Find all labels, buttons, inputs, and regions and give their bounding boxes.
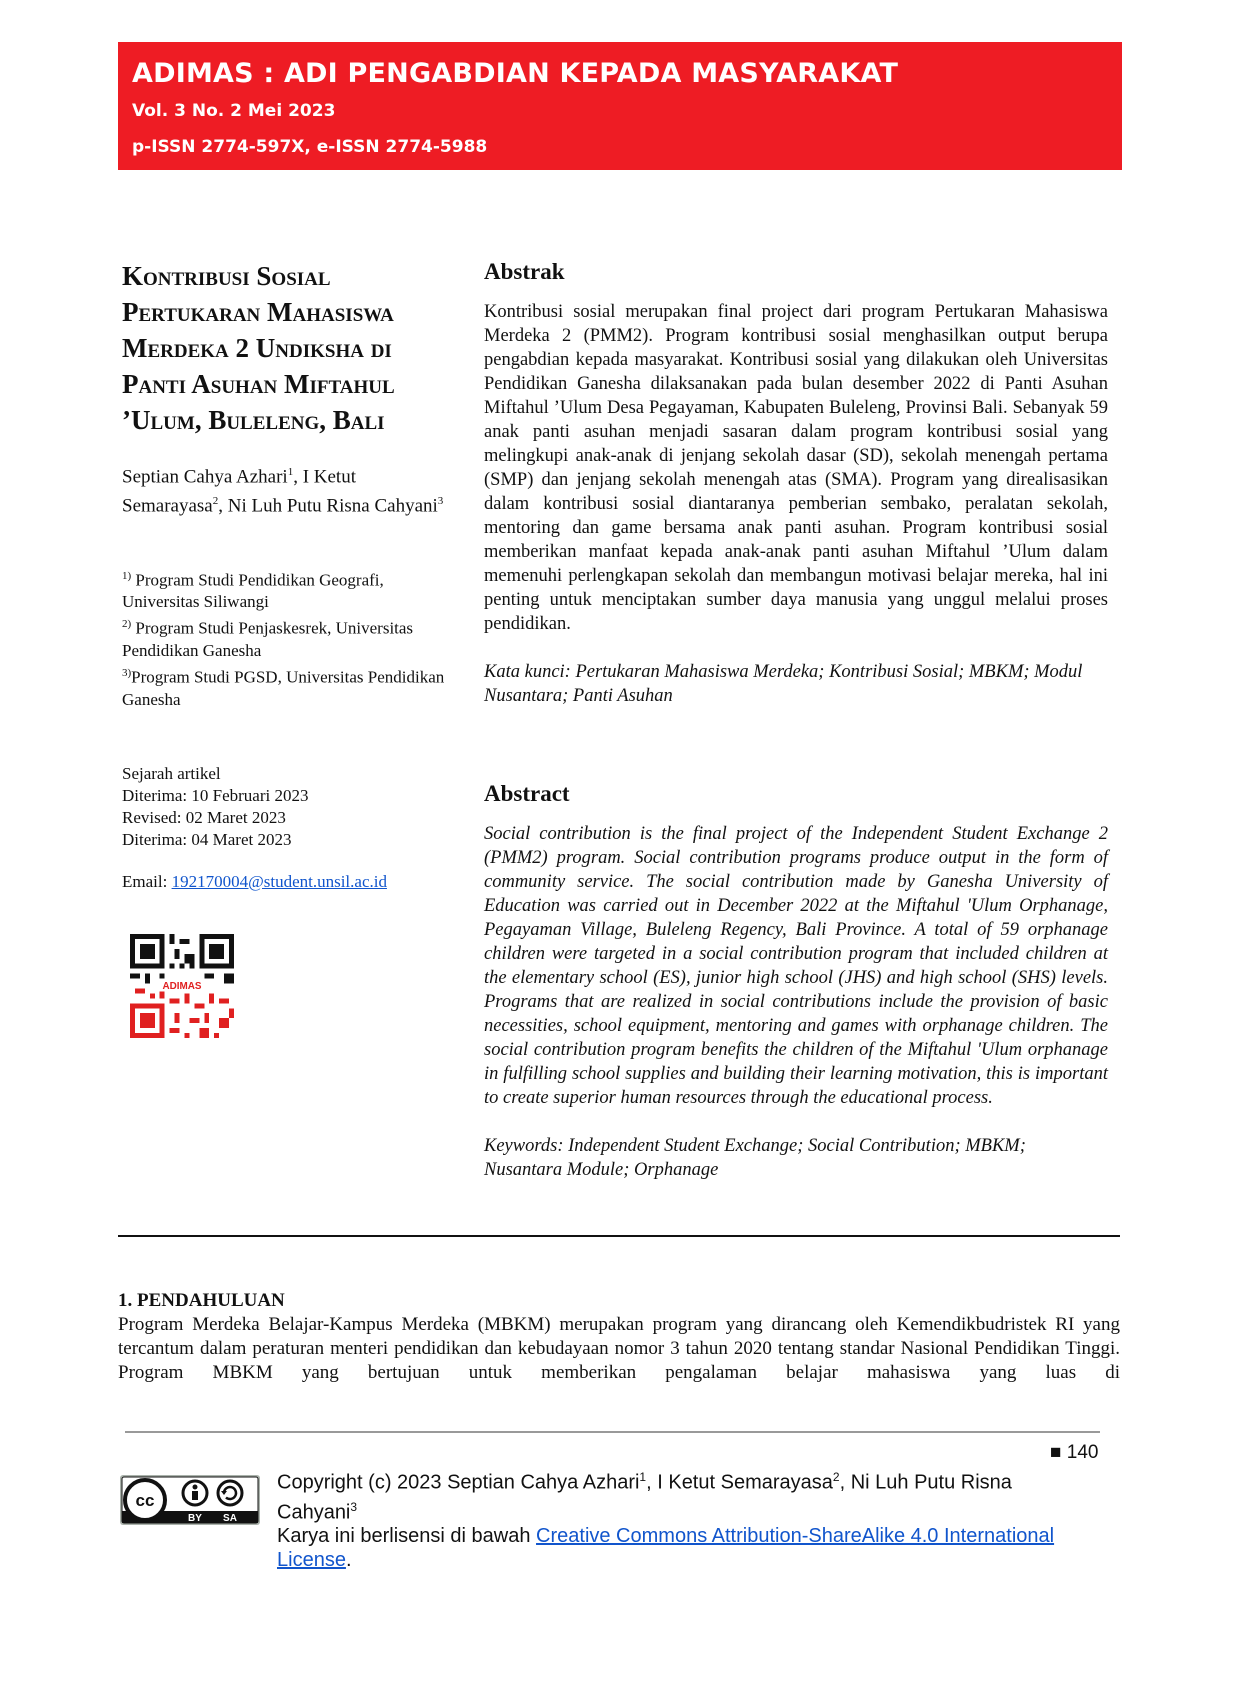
abstract-body: Social contribution is the final project of the Independent Student Exchange 2 (PMM2) program. Social contribution programs produce output in the form of community service. The social contribution made by Ganesha University of Education was carried out in December 2022 at the Miftahul 'Ulum Orphanage, Pegayaman Village, Buleleng Regency, Bali Province. A total of 59 orphanage children were targeted in a social contribution program that included children at the elementary school (ES), junior high school (JHS) and high school (SHS) levels. Programs that are realized in social contributions include the provision of basic necessities, school equipment, mentoring and games with orphanage children. The social contribution program benefits the children of the Miftahul 'Ulum orphanage in fulfilling school supplies and building their learning motivation, this is important to create superior human resources through the educational process. <box>484 824 1108 1108</box>
license-end: . <box>345 1549 352 1572</box>
section-heading: 1. PENDAHULUAN <box>118 1290 285 1311</box>
author-sup: 1 <box>287 466 294 478</box>
license-text: Karya ini berlisensi di bawah <box>277 1525 537 1548</box>
journal-banner <box>118 42 1122 170</box>
author-sup: 3 <box>437 495 444 508</box>
article-history <box>122 763 452 851</box>
author-name: Ni Luh Putu Risna Cahyani <box>227 495 438 517</box>
article-info-column <box>122 258 452 893</box>
affiliation-text: Program Studi Pendidikan Geografi, Universitas Siliwangi <box>122 570 384 612</box>
copyright-prefix: Copyright (c) 2023 <box>277 1471 448 1494</box>
section-divider <box>118 1235 1120 1237</box>
journal-volume: Vol. 3 No. 2 Mei 2023 <box>132 101 336 121</box>
affiliation-item <box>122 565 452 614</box>
page-number: ■ 140 <box>1050 1442 1099 1463</box>
author-name: I Ketut Semarayasa <box>122 466 356 517</box>
received-date: Diterima: 10 Februari 2023 <box>122 785 309 805</box>
email-line <box>122 871 452 893</box>
cc-by-label: BY <box>188 1513 202 1524</box>
copyright-sep: , <box>646 1471 658 1494</box>
copyright-sup: 2 <box>832 1470 840 1484</box>
copyright-sup: 1 <box>639 1470 647 1484</box>
affiliation-sup: 3) <box>122 666 132 679</box>
copyright-sep: , <box>839 1471 851 1494</box>
accepted-date: Diterima: 04 Maret 2023 <box>122 829 292 849</box>
copyright-sup: 3 <box>350 1499 358 1514</box>
qr-caption: ADIMAS <box>162 980 202 992</box>
affiliation-item <box>122 662 452 711</box>
author-list <box>122 460 452 519</box>
abstrak-section <box>484 258 1108 708</box>
revised-date: Revised: 02 Maret 2023 <box>122 807 286 827</box>
sa-icon <box>218 1481 242 1505</box>
history-label: Sejarah artikel <box>122 763 221 783</box>
journal-issn: p-ISSN 2774-597X, e-ISSN 2774-5988 <box>132 137 488 157</box>
author-sup: 2 <box>212 495 219 508</box>
copyright-author: I Ketut Semarayasa <box>657 1471 833 1494</box>
email-label: Email: <box>122 871 172 891</box>
cc-sa-label: SA <box>223 1513 237 1524</box>
copyright-author: Septian Cahya Azhari <box>447 1471 640 1494</box>
affiliation-item <box>122 613 452 662</box>
author-name: Septian Cahya Azhari <box>122 466 288 488</box>
affiliation-sup: 2) <box>122 618 132 631</box>
qr-code <box>130 934 234 1038</box>
email-link[interactable]: 192170004@student.unsil.ac.id <box>171 871 387 891</box>
affiliation-sup: 1) <box>122 569 132 582</box>
affiliation-text: Program Studi Penjaskesrek, Universitas Pendidikan Ganesha <box>122 618 414 660</box>
footer-divider <box>125 1431 1100 1433</box>
affiliation-text: Program Studi PGSD, Universitas Pendidikan Ganesha <box>122 667 445 709</box>
abstract-keywords: Keywords: Independent Student Exchange; Social Contribution; MBKM; Nusantara Module; Orphanage <box>484 1136 1026 1180</box>
section-body: Program Merdeka Belajar-Kampus Merdeka (MBKM) merupakan program yang dirancang oleh Kemendikbudristek RI yang tercantum dalam peraturan menteri pendidikan dan kebudayaan nomor 3 tahun 2020 tentang standar Nasional Pendidikan Tinggi. Program MBKM yang bertujuan untuk memberikan pengalaman belajar mahasiswa yang luas di <box>118 1314 1120 1383</box>
abstract-heading: Abstract <box>484 781 570 806</box>
abstrak-body: Kontribusi sosial merupakan final project dari program Pertukaran Mahasiswa Merdeka 2 (PMM2). Program kontribusi sosial menghasilkan output berupa pengabdian kepada masyarakat. Kontribusi sosial yang dilakukan oleh Universitas Pendidikan Ganesha dilaksanakan pada bulan desember 2022 di Panti Asuhan Miftahul ’Ulum Desa Pegayaman, Kabupaten Buleleng, Provinsi Bali. Sebanyak 59 anak panti asuhan menjadi sasaran dalam program kontribusi sosial yang melingkupi anak-anak di jenjang sekolah dasar (SD), sekolah menengah pertama (SMP) dan jenjang sekolah menengah atas (SMA). Program yang direalisasikan dalam kontribusi sosial diantaranya pemberian sembako, peralatan sekolah, mentoring dan game bersama anak panti asuhan. Program kontribusi sosial memberikan manfaat kepada anak-anak panti asuhan Miftahul ’Ulum dalam memenuhi perlengkapan sekolah dan membangun motivasi belajar mereka, hal ini penting untuk menciptakan sumber daya manusia yang unggul melalui proses pendidikan. <box>484 302 1108 634</box>
author-sep: , <box>293 466 303 488</box>
license-line <box>277 1524 1097 1572</box>
copyright-notice <box>277 1465 1097 1572</box>
paper-title: Kontribusi Sosial Pertukaran Mahasiswa Merdeka 2 Undiksha di Panti Asuhan Miftahul ’Ulum, Buleleng, Bali <box>122 261 395 435</box>
cc-by-sa-badge[interactable] <box>120 1475 260 1525</box>
license-link[interactable]: Creative Commons Attribution-ShareAlike 4.0 International License <box>277 1525 1055 1572</box>
svg-text:cc: cc <box>135 1491 155 1510</box>
abstract-section <box>484 780 1108 1182</box>
journal-title: ADIMAS : ADI PENGABDIAN KEPADA MASYARAKAT <box>132 58 899 89</box>
abstrak-heading: Abstrak <box>484 259 565 284</box>
abstrak-keywords: Kata kunci: Pertukaran Mahasiswa Merdeka; Kontribusi Sosial; MBKM; Modul Nusantara; Panti Asuhan <box>484 662 1083 706</box>
affiliation-list <box>122 565 452 711</box>
author-sep: , <box>218 495 228 517</box>
copyright-line <box>277 1465 1097 1524</box>
copyright-author: Ni Luh Putu Risna Cahyani <box>277 1471 1012 1524</box>
